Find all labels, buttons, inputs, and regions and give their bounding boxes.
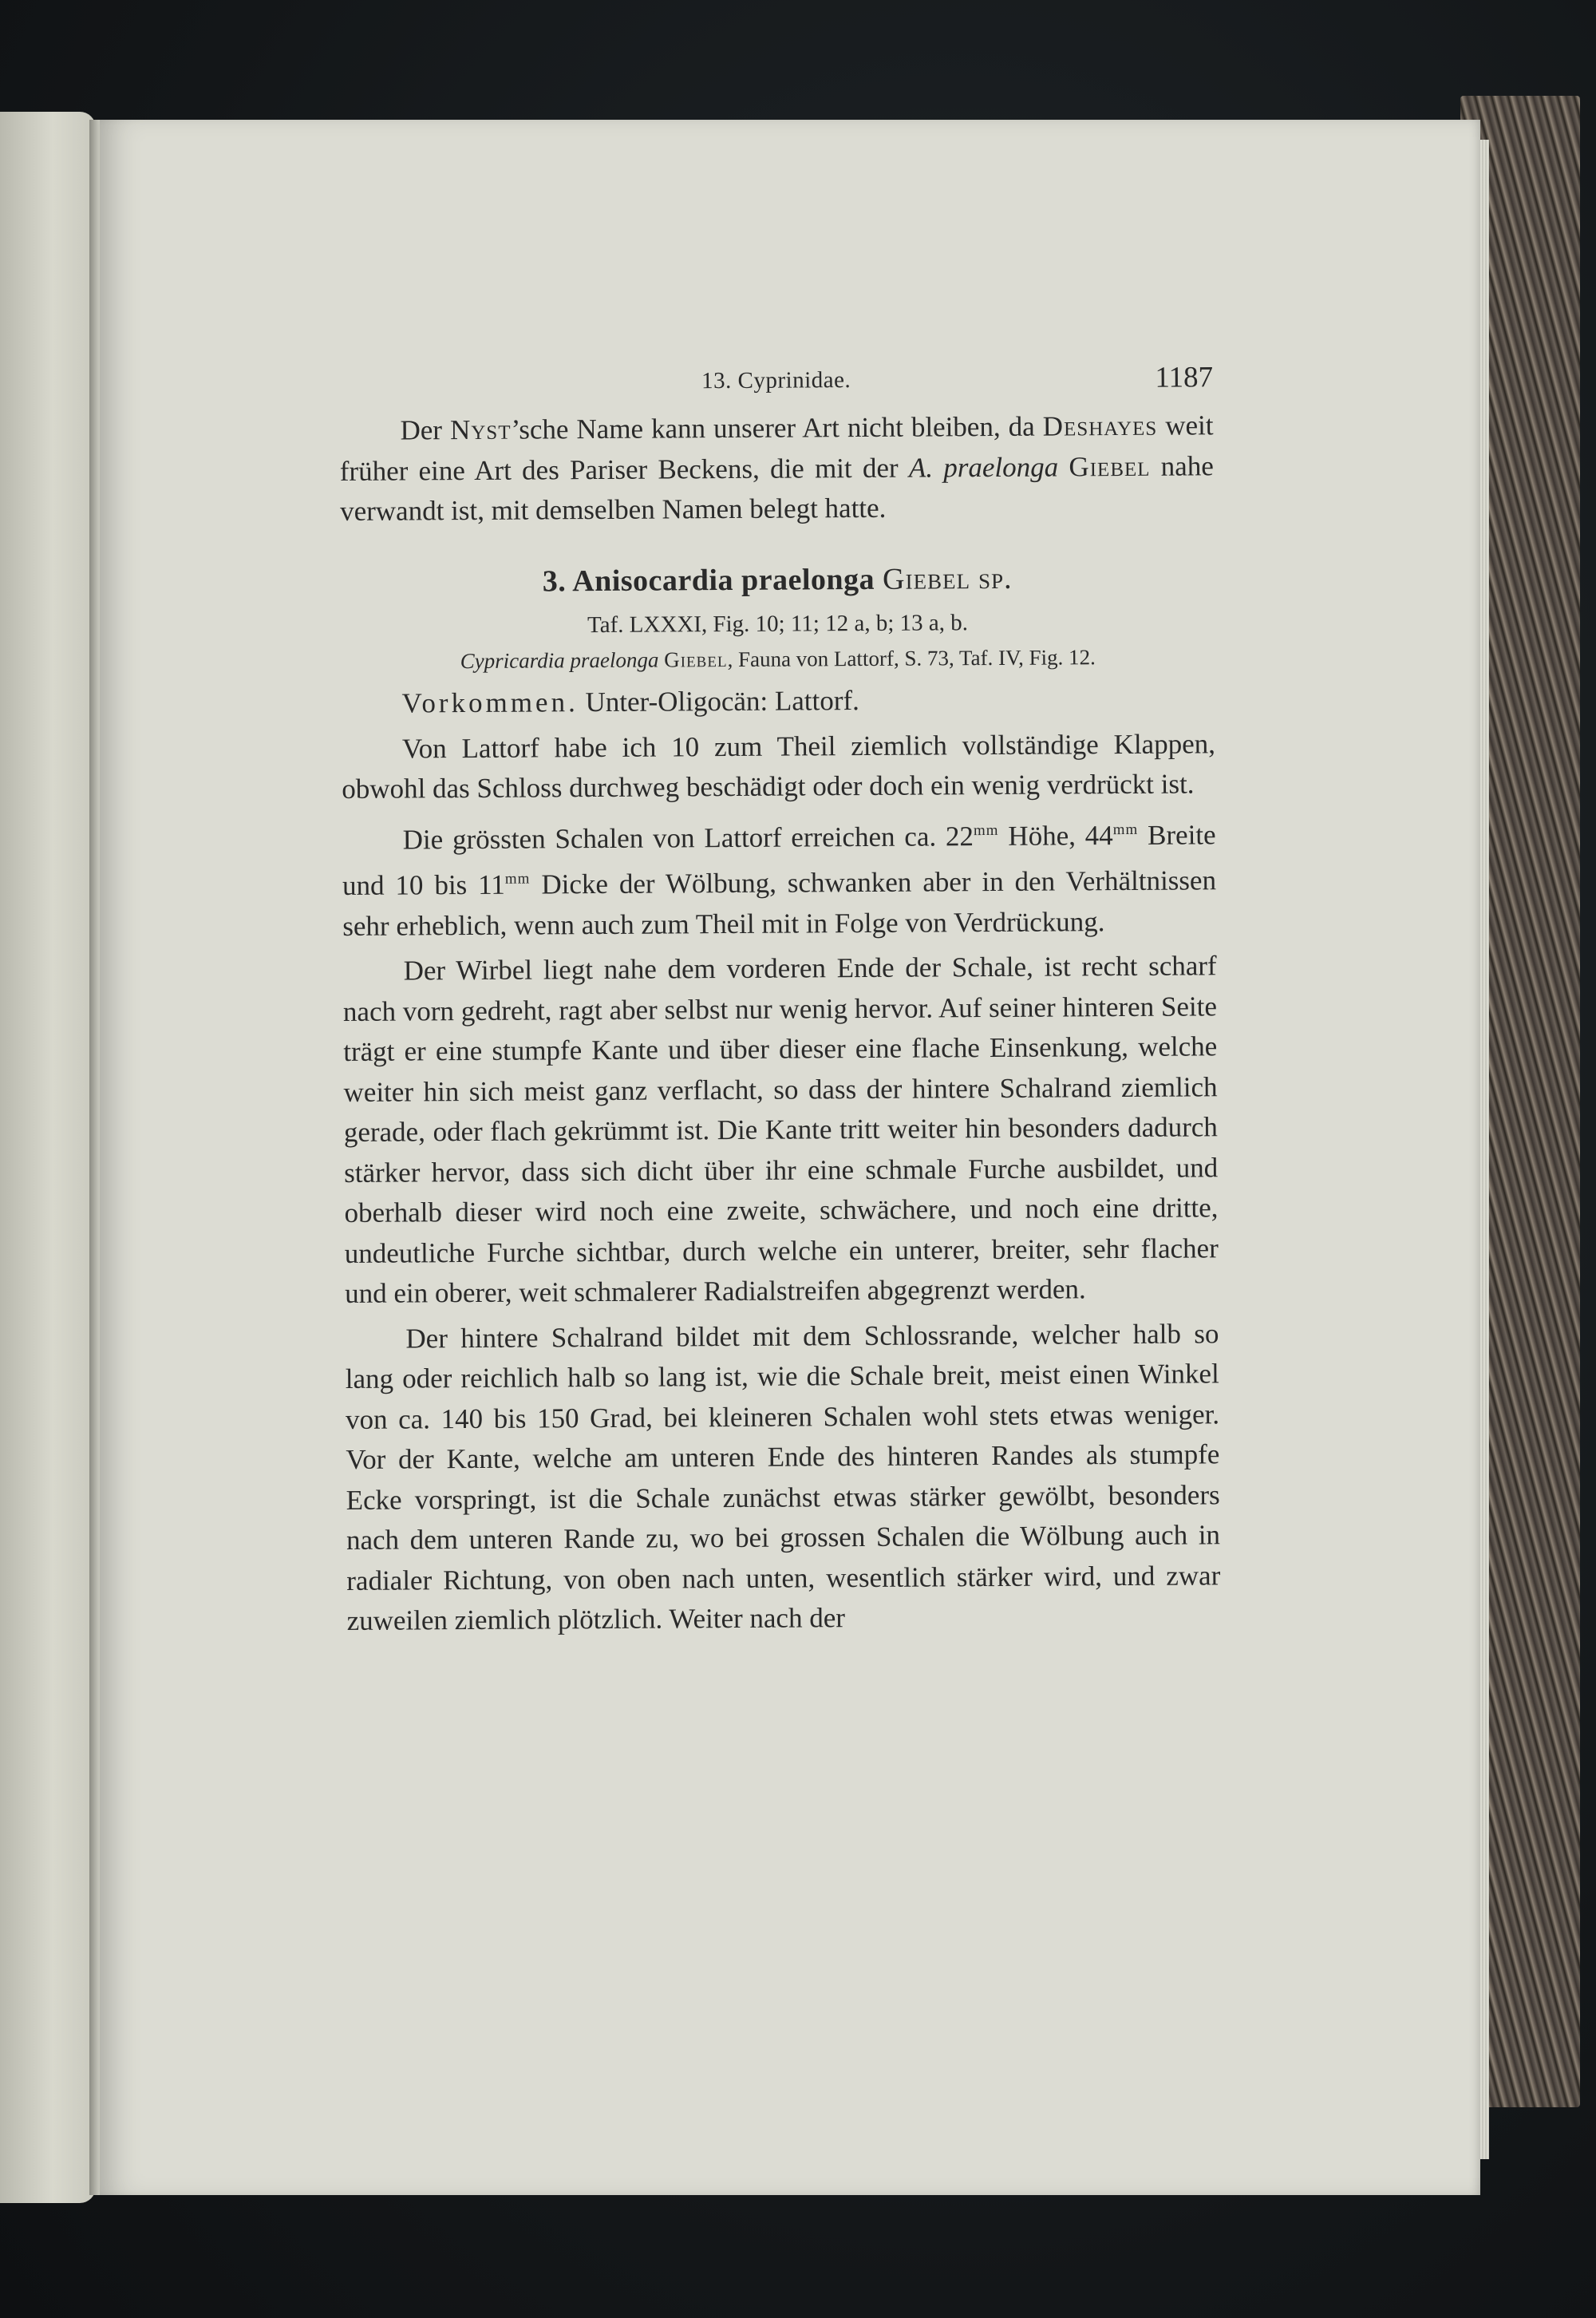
synonym-line — [341, 639, 1215, 679]
species-abbreviation: A. praelonga — [908, 450, 1059, 484]
intro-text: weit früher eine Art des Pariser Beckens, die mit der — [339, 409, 1214, 487]
unit-mm: mm — [504, 870, 531, 888]
paragraph-material: Von Lattorf habe ich 10 zum Theil ziemlich vollständige Klappen, obwohl das Schloss durchweg beschädigt oder doch ein wenig verdrückt ist. — [342, 727, 1216, 805]
species-title: 3. Anisocardia praelonga — [542, 562, 875, 598]
unit-mm: mm — [1112, 821, 1139, 838]
page-number: 1187 — [1155, 361, 1214, 394]
section-title: 13. Cyprinidae. — [701, 367, 851, 394]
occurrence-value: Unter-Oligocän: Lattorf. — [585, 685, 859, 718]
paragraph-umbo: Der Wirbel liegt nahe dem vorderen Ende der Schale, ist recht scharf nach vorn gedreht, ragt aber selbst nur wenig hervor. Auf seiner hinteren Seite trägt er eine stumpfe Kante und über dieser eine flache Einsenkung, welche weiter hin sich meist ganz verflacht, so dass der hintere Schalrand ziemlich gerade, oder flach gekrümmt ist. Die Kante tritt weiter hin besonders dadurch stärker hervor, dass sich dicht über ihr eine schmale Furche ausbildet, und oberhalb dieser wird noch eine zweite, schwächere, und noch eine dritte, undeutliche Furche sichtbar, durch welche ein unterer, breiter, sehr flacher und ein oberer, weit schmalerer Radialstreifen abgegrenzt werden. — [342, 950, 1219, 1309]
species-suffix: sp. — [978, 561, 1013, 595]
species-heading — [341, 557, 1215, 603]
left-page-edge — [0, 112, 96, 2203]
author-deshayes: Deshayes — [1042, 409, 1158, 442]
dimensions-text: Höhe, 44 — [1008, 819, 1113, 852]
author-giebel: Giebel — [1069, 450, 1151, 482]
dimensions-text: Breite und 10 bis 11 — [342, 818, 1216, 901]
synonym-author: Giebel — [664, 647, 728, 672]
synonym-reference: , Fauna von Lattorf, S. 73, Taf. IV, Fig. 12. — [727, 645, 1096, 672]
occurrence-label: Vorkommen. — [401, 686, 579, 719]
intro-text: Der — [400, 414, 443, 446]
paragraph-margin: Der hintere Schalrand bildet mit dem Schlossrande, welcher halb so lang oder reichlich halb so lang ist, wie die Schale breit, meist einen Winkel von ca. 140 bis 150 Grad, bei kleineren Schalen wohl stets etwas weniger. Vor der Kante, welche am unteren Ende des hinteren Randes als stumpfe Ecke vorspringt, ist die Schale zunächst etwas stärker gewölbt, besonders nach dem unteren Rande zu, wo bei grossen Schalen die Wölbung auch in radialer Richtung, von oben nach unten, wesentlich stärker wird, und zwar zuweilen ziemlich plötzlich. Weiter nach der — [345, 1317, 1221, 1636]
page-text-block — [339, 358, 1221, 1641]
paragraph-dimensions — [342, 809, 1216, 947]
species-author: Giebel — [882, 561, 971, 596]
running-header — [339, 358, 1213, 411]
plate-reference: Taf. LXXXI, Fig. 10; 11; 12 a, b; 13 a, b. — [587, 610, 969, 639]
synonym-name: Cypricardia praelonga — [460, 647, 659, 674]
intro-text: nahe verwandt ist, mit demselben Namen belegt hatte. — [340, 449, 1214, 527]
intro-paragraph — [339, 405, 1214, 532]
author-nyst: Nyst — [449, 413, 512, 446]
intro-text: ’sche Name kann unserer Art nicht bleiben, da — [511, 410, 1035, 445]
occurrence-line — [341, 678, 1215, 724]
dimensions-text: Die grössten Schalen von Lattorf erreichen ca. 22 — [402, 820, 974, 856]
dimensions-text: Dicke der Wölbung, schwanken aber in den Verhältnissen sehr erheblich, wenn auch zum Theil mit in Folge von Verdrückung. — [342, 864, 1217, 942]
unit-mm: mm — [973, 821, 999, 839]
